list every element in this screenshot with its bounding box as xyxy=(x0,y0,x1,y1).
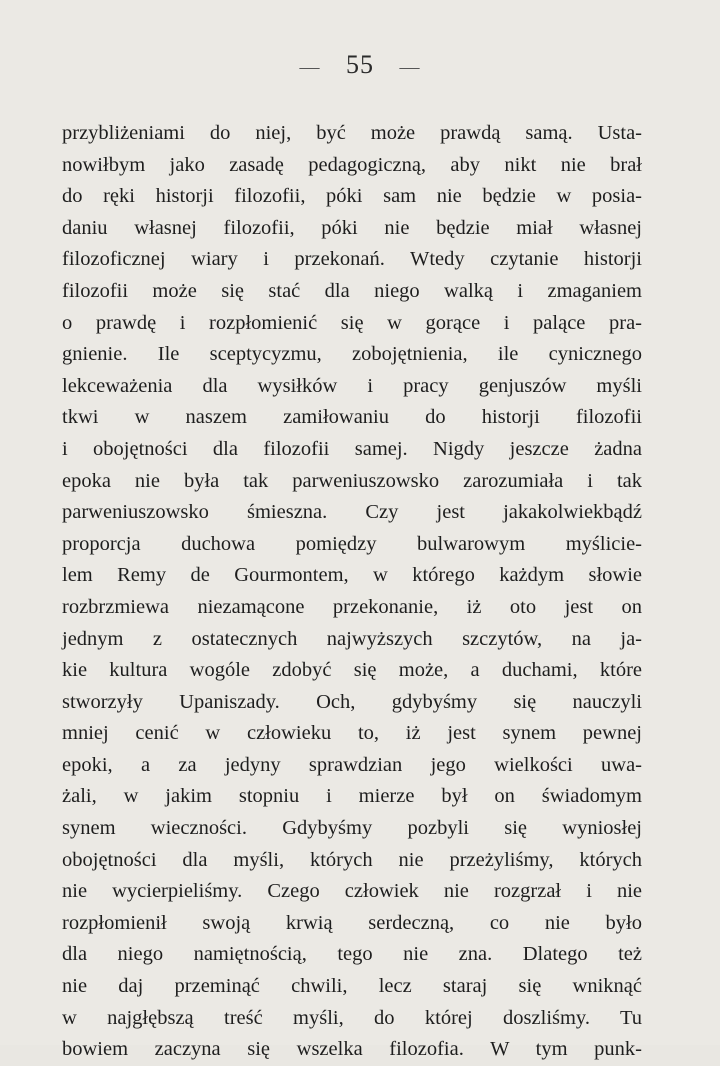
text-line: rozpłomienił swoją krwią serdeczną, co nie było xyxy=(62,911,642,934)
text-line: gnienie. Ile sceptycyzmu, zobojętnienia, ile cynicznego xyxy=(62,343,642,366)
text-line: tkwi w naszem zamiłowaniu do historji filozofii xyxy=(62,406,642,429)
text-line: bowiem zaczyna się wszelka filozofia. W tym punk- xyxy=(62,1038,642,1061)
text-line: kie kultura wogóle zdobyć się może, a duchami, które xyxy=(62,659,642,682)
text-line: mniej cenić w człowieku to, iż jest synem pewnej xyxy=(62,722,642,745)
text-line: nie daj przeminąć chwili, lecz staraj się wniknąć xyxy=(62,975,642,998)
text-line: filozofii może się stać dla niego walką i zmaganiem xyxy=(62,279,642,302)
text-line: lem Remy de Gourmontem, w którego każdym słowie xyxy=(62,564,642,587)
page-number: 55 xyxy=(346,50,374,79)
text-line: nie wycierpieliśmy. Czego człowiek nie rozgrzał i nie xyxy=(62,880,642,903)
body-text xyxy=(62,118,642,1066)
header-dash-right: — xyxy=(399,55,421,78)
text-line: jednym z ostatecznych najwyższych szczytów, na ja- xyxy=(62,627,642,650)
text-line: nowiłbym jako zasadę pedagogiczną, aby nikt nie brał xyxy=(62,153,642,176)
text-line: synem wieczności. Gdybyśmy pozbyli się wyniosłej xyxy=(62,817,642,840)
text-line: proporcja duchowa pomiędzy bulwarowym myślicie- xyxy=(62,532,642,555)
text-line: daniu własnej filozofii, póki nie będzie miał własnej xyxy=(62,216,642,239)
header-dash-left: — xyxy=(299,55,321,78)
text-line: stworzyły Upaniszady. Och, gdybyśmy się nauczyli xyxy=(62,690,642,713)
text-line: o prawdę i rozpłomienić się w gorące i palące pra- xyxy=(62,311,642,334)
text-line: żali, w jakim stopniu i mierze był on świadomym xyxy=(62,785,642,808)
text-line: obojętności dla myśli, których nie przeżyliśmy, których xyxy=(62,848,642,871)
text-line: parweniuszowsko śmieszna. Czy jest jakakolwiekbądź xyxy=(62,501,642,524)
text-line: do ręki historji filozofii, póki sam nie będzie w posia- xyxy=(62,185,642,208)
text-line: dla niego namiętnością, tego nie zna. Dlatego też xyxy=(62,943,642,966)
text-line: w najgłębszą treść myśli, do której doszliśmy. Tu xyxy=(62,1006,642,1029)
text-line: i obojętności dla filozofii samej. Nigdy jeszcze żadna xyxy=(62,437,642,460)
text-line: rozbrzmiewa niezamącone przekonanie, iż oto jest on xyxy=(62,595,642,618)
page-header xyxy=(0,50,720,80)
text-line: lekceważenia dla wysiłków i pracy genjuszów myśli xyxy=(62,374,642,397)
text-line: epoki, a za jedyny sprawdzian jego wielkości uwa- xyxy=(62,753,642,776)
text-line: filozoficznej wiary i przekonań. Wtedy czytanie historji xyxy=(62,248,642,271)
text-line: epoka nie była tak parweniuszowsko zarozumiała i tak xyxy=(62,469,642,492)
text-line: przybliżeniami do niej, być może prawdą samą. Usta- xyxy=(62,122,642,144)
